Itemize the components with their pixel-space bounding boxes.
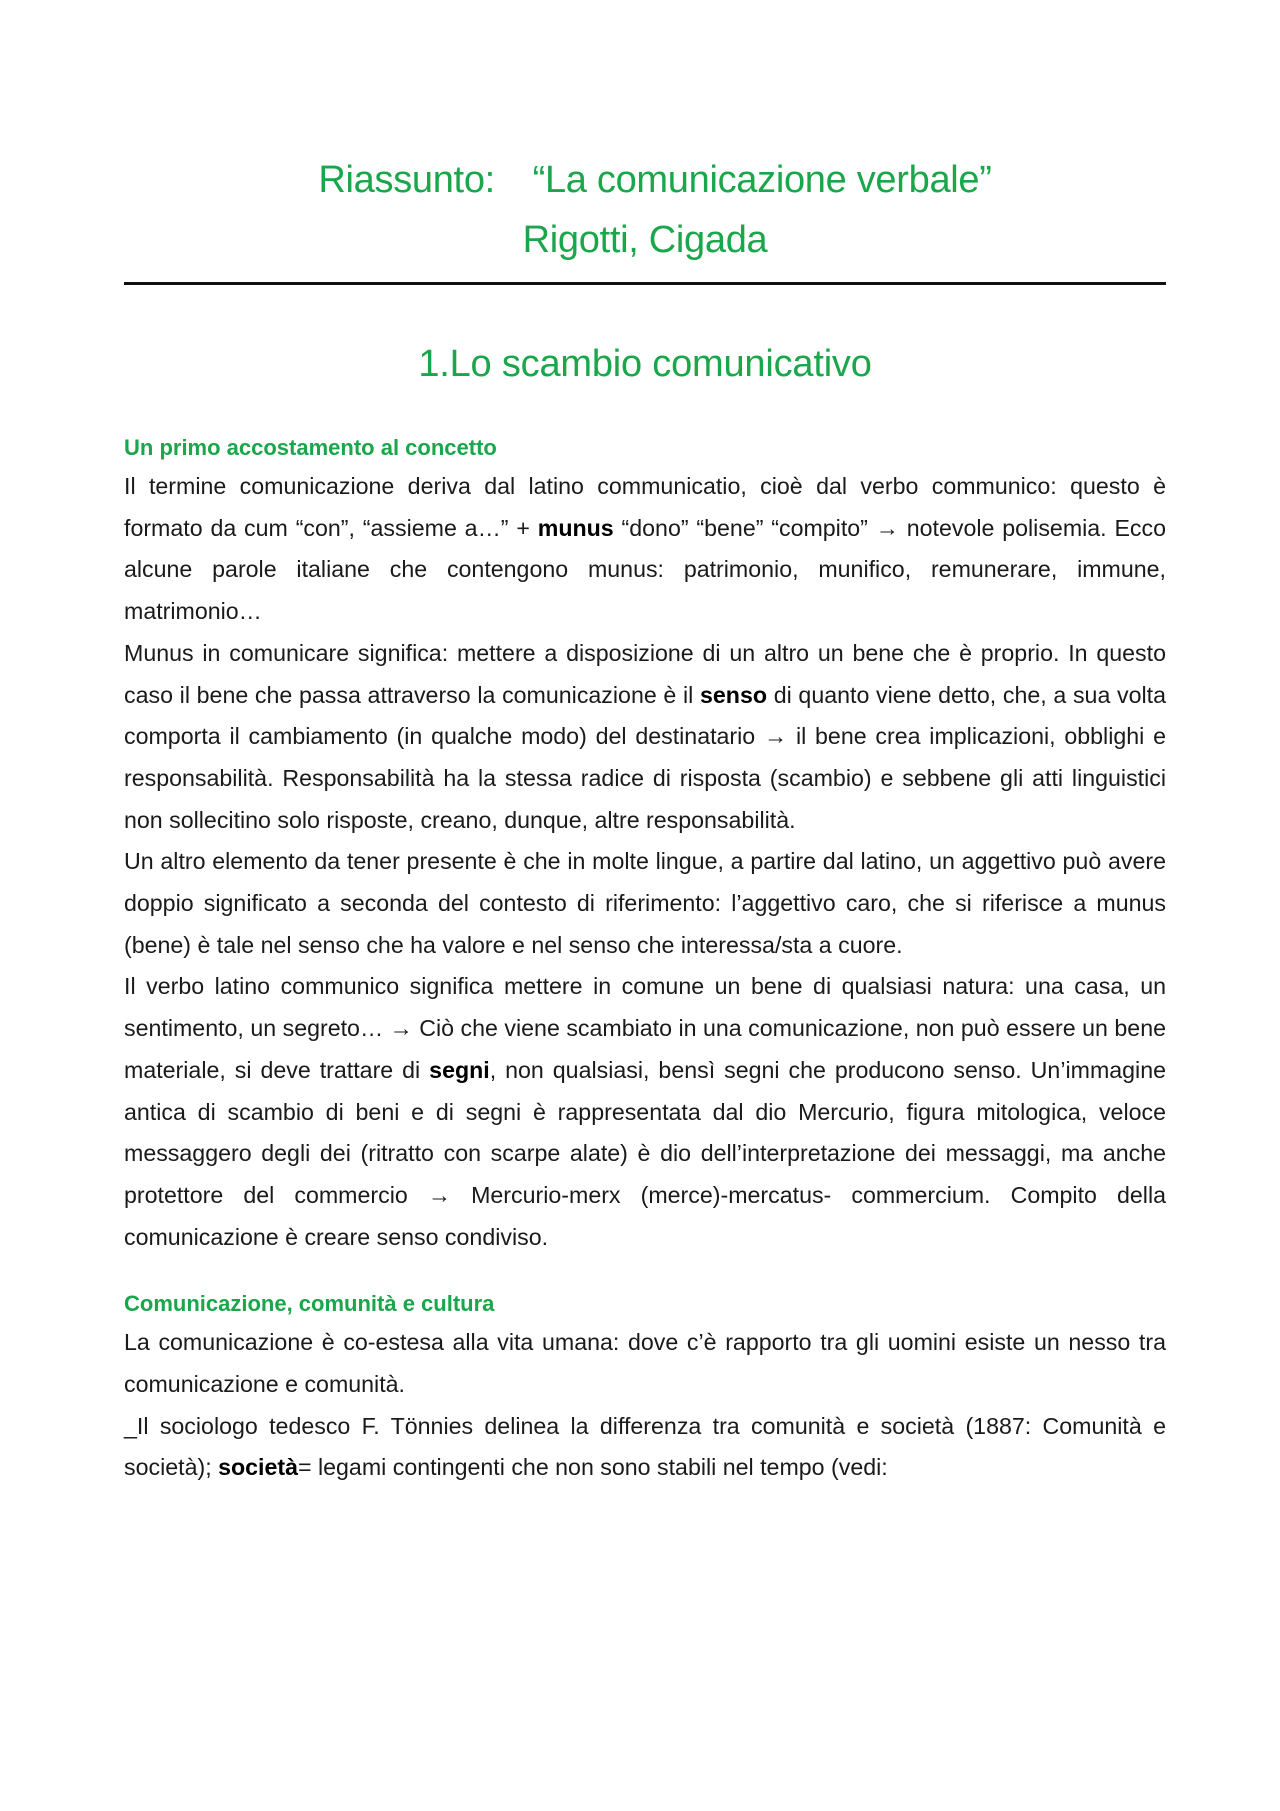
chapter-title: 1.Lo scambio comunicativo	[418, 343, 872, 385]
section-primo-accostamento	[124, 432, 1166, 1258]
title-line-1: Riassunto: “La comunicazione verbale”	[318, 159, 992, 201]
document-page	[124, 150, 1166, 1519]
text-run: = legami contingenti che non sono stabili nel tempo (vedi:	[298, 1454, 888, 1481]
bold-term-segni: segni	[429, 1056, 490, 1083]
bold-term-senso: senso	[700, 681, 768, 708]
paragraph	[124, 1406, 1166, 1489]
section-heading: Un primo accostamento al concetto	[124, 435, 497, 460]
text-run: Il verbo latino communico significa mettere in comune un bene di qualsiasi natura: una casa, un sentimento, un segreto… → Ciò che viene scambiato in una comunicazione, non può essere un bene materiale, si deve trattare di	[124, 973, 1166, 1083]
text-run: La comunicazione è co-estesa alla vita umana: dove c’è rapporto tra gli uomini esiste un nesso tra comunicazione e comunità.	[124, 1329, 1166, 1398]
section-heading: Comunicazione, comunità e cultura	[124, 1291, 495, 1317]
paragraph	[124, 966, 1166, 1258]
bold-term-societa: società	[218, 1454, 298, 1481]
text-run: Munus in comunicare significa: mettere a disposizione di un altro un bene che è proprio. In questo caso il bene che passa attraverso la comunicazione è il	[124, 639, 1166, 708]
paragraph	[124, 1322, 1166, 1405]
text-run: di quanto viene detto, che, a sua volta comporta il cambiamento (in qualche modo) del destinatario → il bene crea implicazioni, obblighi e responsabilità. Responsabilità ha la stessa radice di risposta (scambio) e sebbene gli atti linguistici non sollecitino solo risposte, creano, dunque, altre responsabilità.	[124, 681, 1167, 833]
text-run: Il termine comunicazione deriva dal latino communicatio, cioè dal verbo communico: questo è formato da cum “con”, “assieme a…” +	[124, 473, 1166, 541]
paragraph	[124, 841, 1166, 966]
paragraph	[124, 466, 1166, 633]
text-run: “dono” “bene” “compito” → notevole polisemia. Ecco alcune parole italiane che contengono munus: patrimonio, munifico, remunerare, immune, matrimonio…	[124, 514, 1167, 625]
bold-term-munus: munus	[537, 514, 614, 541]
title-divider	[124, 282, 1166, 285]
section-comunicazione-comunita	[124, 1288, 1166, 1489]
text-run: , non qualsiasi, bensì segni che producono senso. Un’immagine antica di scambio di beni e di segni è rappresentata dal dio Mercurio, figura mitologica, veloce messaggero degli dei (ritratto con scarpe alate) è dio dell’interpretazione dei messaggi, ma anche protettore del commercio → Mercurio-merx (merce)-mercatus- commercium. Compito della comunicazione è creare senso condiviso.	[124, 1056, 1166, 1250]
text-run: _Il sociologo tedesco F. Tönnies delinea la differenza tra comunità e società (1887: Comunità e società);	[124, 1412, 1166, 1481]
text-run: Un altro elemento da tener presente è che in molte lingue, a partire dal latino, un aggettivo può avere doppio significato a seconda del contesto di riferimento: l’aggettivo caro, che si riferisce a munus (bene) è tale nel senso che ha valore e nel senso che interessa/sta a cuore.	[124, 848, 1166, 958]
paragraph	[124, 633, 1166, 842]
document-title	[124, 150, 1166, 270]
title-line-2: Rigotti, Cigada	[522, 219, 768, 261]
